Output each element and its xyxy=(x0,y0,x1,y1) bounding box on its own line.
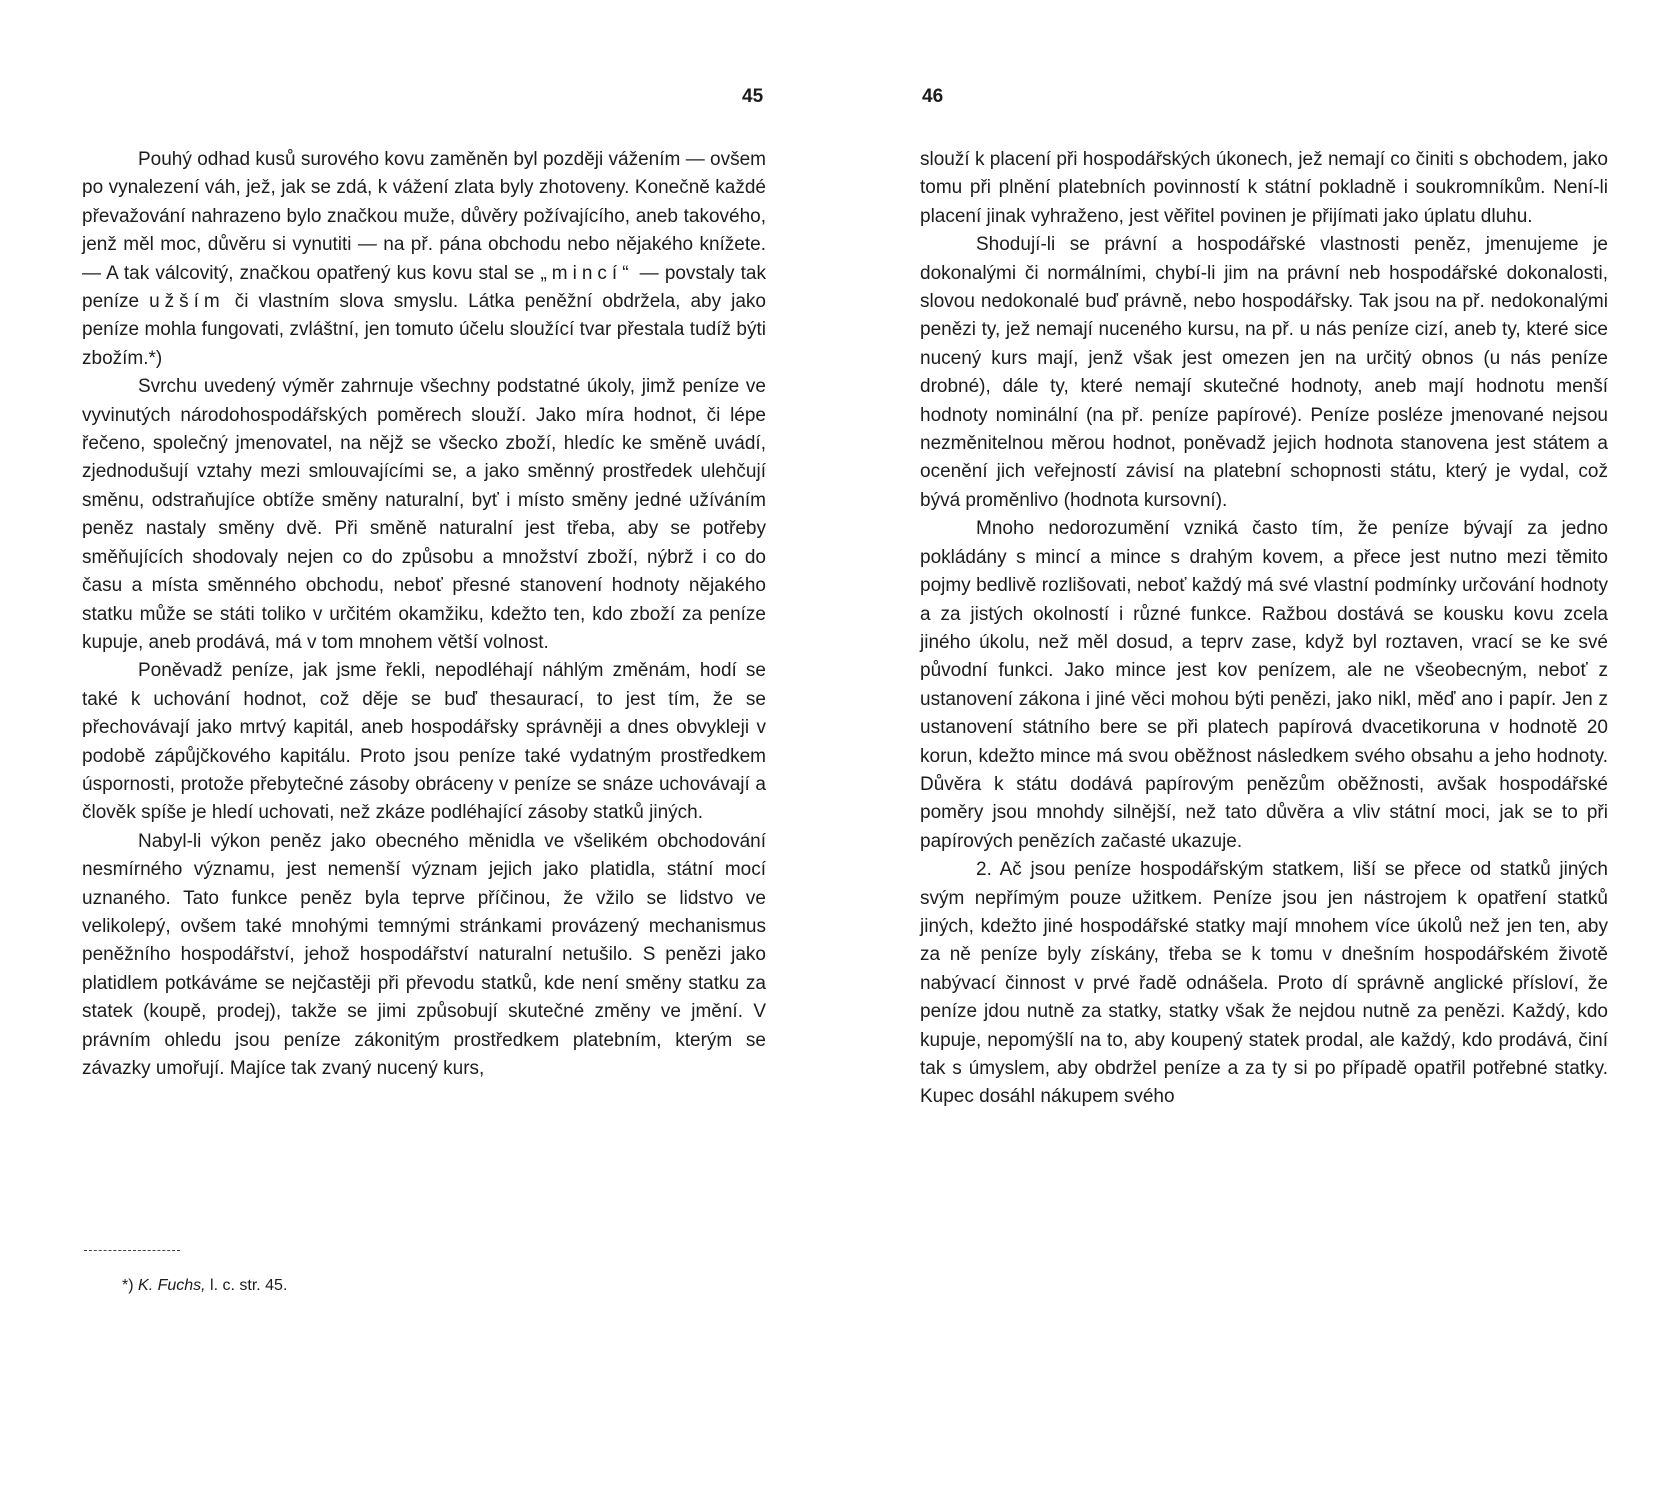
page-number: 45 xyxy=(742,86,764,107)
footnote-separator xyxy=(84,1250,180,1251)
paragraph xyxy=(82,146,766,373)
paragraph: slouží k placení při hospodářských úkonech, jež nemají co činiti s obchodem, jako tomu při plnění platebních povinností k státní pokladně i soukromníkům. Není-li placení jinak vyhraženo, jest věřitel povinen je přijímati jako úplatu dluhu. xyxy=(920,149,1608,227)
paragraph: Mnoho nedorozumění vzniká často tím, že peníze bývají za jedno pokládány s mincí a mince s drahým kovem, a přece jest nutno mezi těmito pojmy bedlivě rozlišovati, neboť každý má své vlastní podmínky určování hodnoty a za jistých okolností i různé funkce. Ražbou dostává se kousku kovu zcela jiného úkolu, než měl dosud, a teprv zase, když byl roztaven, vrací se ke své původní funkci. Jako mince jest kov penízem, ale ne všeobecným, neboť z ustanovení zákona i jiné věci mohou býti penězi, jako nikl, měď ano i papír. Jen z ustanovení státního bere se při platech papírová dvacetikoruna v hodnotě 20 korun, kdežto mince má svou oběžnost následkem svého obsahu a jeho hodnoty. Důvěra k státu dodává papírovým penězům oběžnosti, avšak hospodářské poměry jsou mnohdy silnější, než tato důvěra a vliv státní moci, jak se to při papírových penězích začasté ukazuje. xyxy=(920,518,1608,852)
paragraph-text: — povstaly tak peníze xyxy=(82,262,767,313)
paragraph: Poněvadž peníze, jak jsme řekli, nepodléhají náhlým změnám, hodí se také k uchování hodnot, což děje se buď thesaurací, to jest tím, že se přechovávají jako mrtvý kapitál, aneb hospodářsky správněji a dnes obvykleji v podobě zápůjčkového kapitálu. Proto jsou peníze také vydatným prostředkem úspornosti, protože přebytečné zásoby obráceny v peníze se snáze uchovávají a člověk spíše je hledí uchovati, než zkáze podléhající zásoby statků jiných. xyxy=(82,660,766,824)
footnote xyxy=(122,1276,287,1296)
page-body xyxy=(920,146,1608,1112)
page-number: 46 xyxy=(922,86,944,107)
footnote-marker: *) xyxy=(122,1277,134,1294)
paragraph-text: či vlastním slova smyslu. Látka peněžní obdržela, aby jako peníze mohla fungovati, zvláštní, jen tomuto účelu sloužící tvar přestala tudíž býti zbožím.*) xyxy=(82,291,766,369)
paragraph: Shodují-li se právní a hospodářské vlastnosti peněz, jmenujeme je dokonalými či normálními, chybí-li jim na právní neb hospodářské dokonalosti, slovou nedokonalé buď právně, nebo hospodářsky. Tak jsou na př. nedokonalými penězi ty, jež nemají nuceného kursu, na př. u nás peníze cizí, aneb ty, které sice nucený kurs mají, jenž však jest omezen jen na určitý obnos (u nás peníze drobné), dále ty, které nemají skutečné hodnoty, aneb mají hodnotu menší hodnoty nominální (na př. peníze papírové). Peníze posléze jmenované nejsou nezměnitelnou měrou hodnot, poněvadž jejich hodnota stanovena jest státem a ocenění jich veřejností závisí na platební schopnosti státu, který je vydal, což bývá proměnlivo (hodnota kursovní). xyxy=(920,234,1608,511)
paragraph: 2. Ač jsou peníze hospodářským statkem, liší se přece od statků jiných svým nepřímým pouze užitkem. Peníze jsou jen nástrojem k opatření statků jiných, kdežto jiné hospodářské statky mají mnohem více úkolů než jen ten, aby za ně peníze byly získány, třeba se k tomu v dnešním hospodářském životě nabývací činnost v prvé řadě odnášela. Proto dí správně anglické přísloví, že peníze jdou nutně za statky, statky však že nejdou nutně za penězi. Každý, kdo kupuje, nepomýšlí na to, aby koupený statek prodal, ale každý, kdo prodává, činí tak s úmyslem, aby obdržel peníze a za ty si po případě opatřil potřebné statky. Kupec dosáhl nákupem svého xyxy=(920,859,1608,1108)
page-body xyxy=(82,146,766,1083)
footnote-ref: l. c. str. 45. xyxy=(205,1277,288,1294)
footnote-author: K. Fuchs, xyxy=(138,1277,206,1294)
paragraph: Nabyl-li výkon peněz jako obecného měnidla ve všelikém obchodování nesmírného významu, jest nemenší význam jejich jako platidla, státní mocí uznaného. Tato funkce peněz byla teprve příčinou, že vžilo se lidstvo ve velikolepý, ovšem také mnohými temnými stránkami provázený mechanismus peněžního hospodářství, jehož hospodářství naturalní netušilo. S penězi jako platidlem potkáváme se nejčastěji při převodu statků, kde není směny statku za statek (koupě, prodej), takže se jimi způsobují skutečné změny ve jmění. V právním ohledu jsou peníze zákonitým prostředkem platebním, kterým se závazky umořují. Majíce tak zvaný nucený kurs, xyxy=(82,830,766,1079)
paragraph-text: Pouhý odhad kusů surového kovu zaměněn byl později vážením — ovšem po vynalezení váh, jež, jak se zdá, k vážení zlata byly zhotoveny. Konečně každé převažování nahrazeno bylo značkou muže, důvěry požívajícího, aneb takového, jenž měl moc, důvěru si vynutiti — na př. pána obchodu nebo nějakého knížete. — A tak válcovitý, značkou opatřený kus kovu stal se xyxy=(82,149,766,284)
right-page xyxy=(836,0,1672,1500)
spaced-word-minci: „mincí“ xyxy=(540,262,634,284)
paragraph: Svrchu uvedený výměr zahrnuje všechny podstatné úkoly, jimž peníze ve vyvinutých národohospodářských poměrech slouží. Jako míra hodnot, či lépe řečeno, společný jmenovatel, na nějž se všecko zboží, hledíc ke směně uvádí, zjednodušují vztahy mezi smlouvajícími se, a jako směnný prostředek ulehčují směnu, odstraňujíce obtíže směny naturalní, byť i místo směny jedné užíváním peněz nastaly směny dvě. Při směně naturalní jest třeba, aby se potřeby směňujících shodovaly nejen co do způsobu a množství zboží, nýbrž i co do času a místa směnného obchodu, neboť přesné stanovení hodnoty nějakého statku může se státi toliko v určitém okamžiku, kdežto ten, kdo zboží za peníze kupuje, aneb prodává, má v tom mnohem větší volnost. xyxy=(82,376,766,653)
spaced-word-uzsim: užším xyxy=(149,291,225,313)
